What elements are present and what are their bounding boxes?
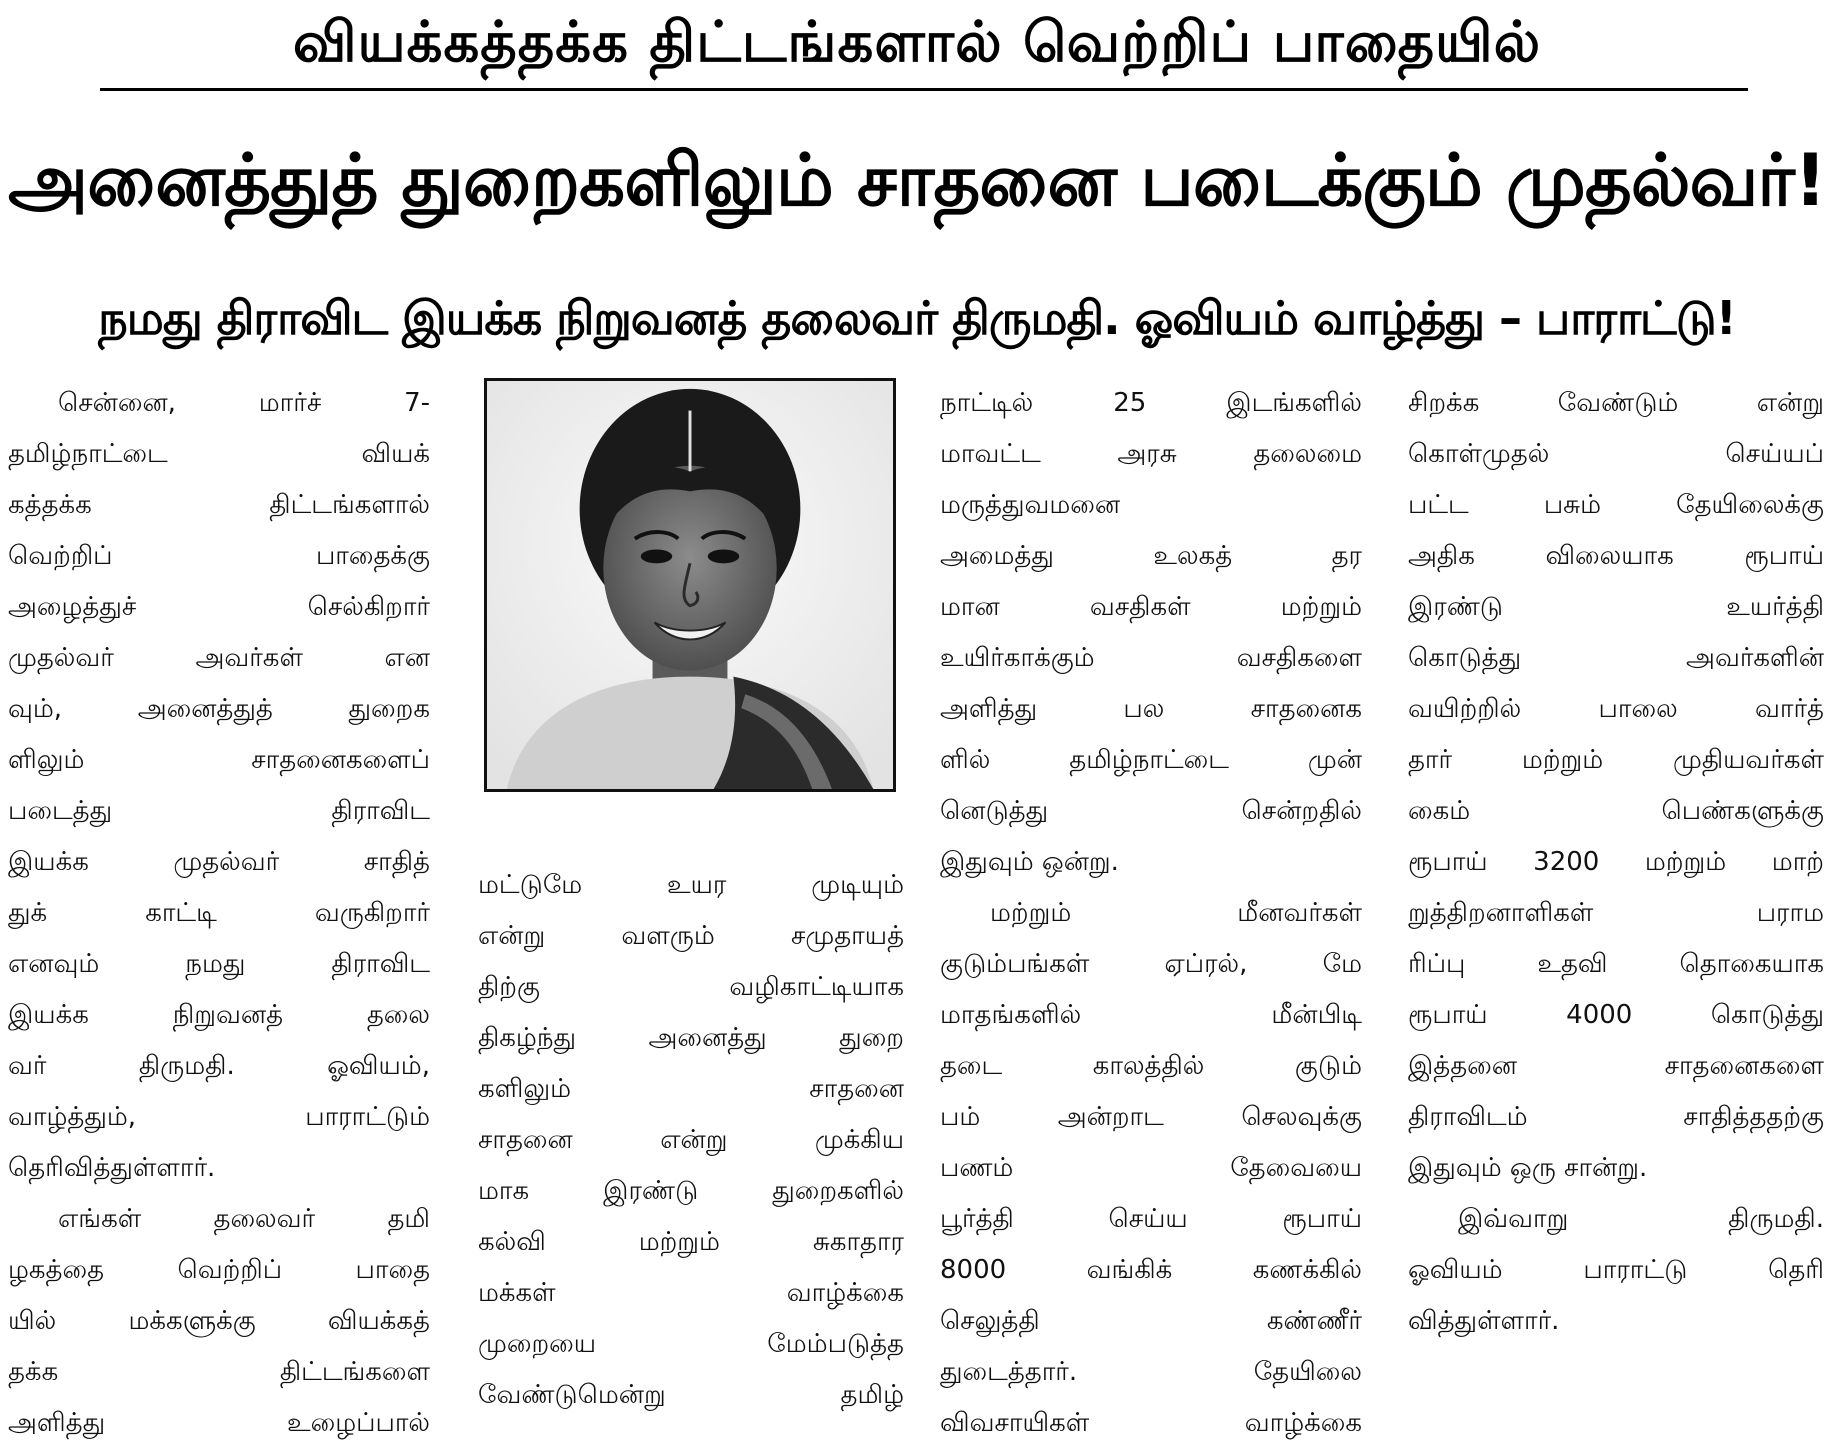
- text-line: செலுத்தி கண்ணீர்: [940, 1306, 1362, 1336]
- text-line: னெடுத்து சென்றதில்: [940, 796, 1362, 826]
- text-line: மக்கள் வாழ்க்கை: [478, 1278, 904, 1308]
- text-line: இயக்க நிறுவனத் தலை: [8, 1000, 430, 1030]
- text-line: மாதங்களில் மீன்பிடி: [940, 1000, 1362, 1030]
- text-line: இதுவும் ஒன்று.: [940, 847, 1119, 877]
- text-line: அழைத்துச் செல்கிறார்: [8, 592, 430, 622]
- text-line: கைம் பெண்களுக்கு: [1408, 796, 1824, 826]
- text-line: 8000 வங்கிக் கணக்கில்: [940, 1255, 1362, 1285]
- text-line: துக் காட்டி வருகிறார்: [8, 898, 430, 928]
- text-line: முதல்வர் அவர்கள் என: [8, 643, 430, 673]
- text-line: படைத்து திராவிட: [8, 796, 430, 826]
- main-headline: அனைத்துத் துறைகளிலும் சாதனை படைக்கும் முதல்வர்!: [8, 138, 1826, 222]
- text-line: ளில் தமிழ்நாட்டை முன்: [940, 745, 1362, 775]
- text-line: வர் திருமதி. ஓவியம்,: [8, 1051, 430, 1081]
- subheadline: நமது திராவிட இயக்க நிறுவனத் தலைவர் திருமதி. ஓவியம் வாழ்த்து – பாராட்டு!: [98, 291, 1736, 345]
- text-line: ஓவியம் பாராட்டு தெரி: [1408, 1255, 1824, 1285]
- text-line: கத்தக்க திட்டங்களால்: [8, 490, 430, 520]
- text-line: வித்துள்ளார்.: [1408, 1306, 1560, 1336]
- article-column-4: [1408, 378, 1824, 1347]
- text-line: உயிர்காக்கும் வசதிகளை: [940, 643, 1362, 673]
- article-column-2: [478, 860, 904, 1421]
- text-line: பட்ட பசும் தேயிலைக்கு: [1408, 490, 1824, 520]
- text-line: மாவட்ட அரசு தலைமை: [940, 439, 1362, 469]
- text-line: அளித்து உழைப்பால்: [8, 1408, 430, 1438]
- text-line: வெற்றிப் பாதைக்கு: [8, 541, 430, 571]
- text-line: இவ்வாறு திருமதி.: [1458, 1204, 1824, 1234]
- text-line: சிறக்க வேண்டும் என்று: [1408, 388, 1824, 418]
- text-line: ரிப்பு உதவி தொகையாக: [1408, 949, 1824, 979]
- text-line: தடை காலத்தில் குடும்: [940, 1051, 1362, 1081]
- text-line: தார் மற்றும் முதியவர்கள்: [1408, 745, 1824, 775]
- text-line: பூர்த்தி செய்ய ரூபாய்: [940, 1204, 1362, 1234]
- text-line: இரண்டு உயர்த்தி: [1408, 592, 1824, 622]
- article-column-3: [940, 378, 1362, 1449]
- text-line: வும், அனைத்துத் துறைக: [8, 694, 430, 724]
- text-line: கொள்முதல் செய்யப்: [1408, 439, 1824, 469]
- headline-divider: [100, 88, 1748, 91]
- article-column-1: [8, 378, 430, 1449]
- text-line: மான வசதிகள் மற்றும்: [940, 592, 1362, 622]
- kicker-headline: வியக்கத்தக்க திட்டங்களால் வெற்றிப் பாதையில்: [292, 10, 1542, 75]
- portrait-illustration: [487, 381, 893, 789]
- text-line: இத்தனை சாதனைகளை: [1408, 1051, 1824, 1081]
- text-line: கல்வி மற்றும் சுகாதார: [478, 1227, 904, 1257]
- text-line: றுத்திறனாளிகள் பராம: [1408, 898, 1824, 928]
- text-line: தமிழ்நாட்டை வியக்: [8, 439, 430, 469]
- text-line: சாதனை என்று முக்கிய: [478, 1125, 904, 1155]
- text-line: சென்னை, மார்ச் 7-: [58, 388, 430, 418]
- text-line: அளித்து பல சாதனைக: [940, 694, 1362, 724]
- text-line: மருத்துவமனை: [940, 490, 1121, 520]
- text-line: திற்கு வழிகாட்டியாக: [478, 972, 904, 1002]
- text-line: அமைத்து உலகத் தர: [940, 541, 1362, 571]
- text-line: திகழ்ந்து அனைத்து துறை: [478, 1023, 904, 1053]
- text-line: மற்றும் மீனவர்கள்: [990, 898, 1362, 928]
- text-line: குடும்பங்கள் ஏப்ரல், மே: [940, 949, 1362, 979]
- text-line: வயிற்றில் பாலை வார்த்: [1408, 694, 1824, 724]
- text-line: என்று வளரும் சமுதாயத்: [478, 921, 904, 951]
- text-line: எனவும் நமது திராவிட: [8, 949, 430, 979]
- text-line: இதுவும் ஒரு சான்று.: [1408, 1153, 1648, 1183]
- text-line: தெரிவித்துள்ளார்.: [8, 1153, 216, 1183]
- portrait-photo: [484, 378, 896, 792]
- text-line: யில் மக்களுக்கு வியக்கத்: [8, 1306, 430, 1336]
- text-line: நாட்டில் 25 இடங்களில்: [940, 388, 1362, 418]
- text-line: களிலும் சாதனை: [478, 1074, 904, 1104]
- text-line: இயக்க முதல்வர் சாதித்: [8, 847, 430, 877]
- text-line: துடைத்தார். தேயிலை: [940, 1357, 1362, 1387]
- text-line: பணம் தேவையை: [940, 1153, 1362, 1183]
- text-line: எங்கள் தலைவர் தமி: [58, 1204, 430, 1234]
- text-line: ரூபாய் 3200 மற்றும் மாற்: [1408, 847, 1824, 877]
- text-line: அதிக விலையாக ரூபாய்: [1408, 541, 1824, 571]
- text-line: கொடுத்து அவர்களின்: [1408, 643, 1824, 673]
- text-line: மாக இரண்டு துறைகளில்: [478, 1176, 904, 1206]
- text-line: பம் அன்றாட செலவுக்கு: [940, 1102, 1362, 1132]
- text-line: திராவிடம் சாதித்ததற்கு: [1408, 1102, 1824, 1132]
- text-line: வேண்டுமென்று தமிழ்: [478, 1380, 904, 1410]
- text-line: ளிலும் சாதனைகளைப்: [8, 745, 430, 775]
- text-line: தக்க திட்டங்களை: [8, 1357, 430, 1387]
- text-line: விவசாயிகள் வாழ்க்கை: [940, 1408, 1362, 1438]
- text-line: மட்டுமே உயர முடியும்: [478, 870, 904, 900]
- text-line: ரூபாய் 4000 கொடுத்து: [1408, 1000, 1824, 1030]
- text-line: முறையை மேம்படுத்த: [478, 1329, 904, 1359]
- text-line: ழகத்தை வெற்றிப் பாதை: [8, 1255, 430, 1285]
- text-line: வாழ்த்தும், பாராட்டும்: [8, 1102, 430, 1132]
